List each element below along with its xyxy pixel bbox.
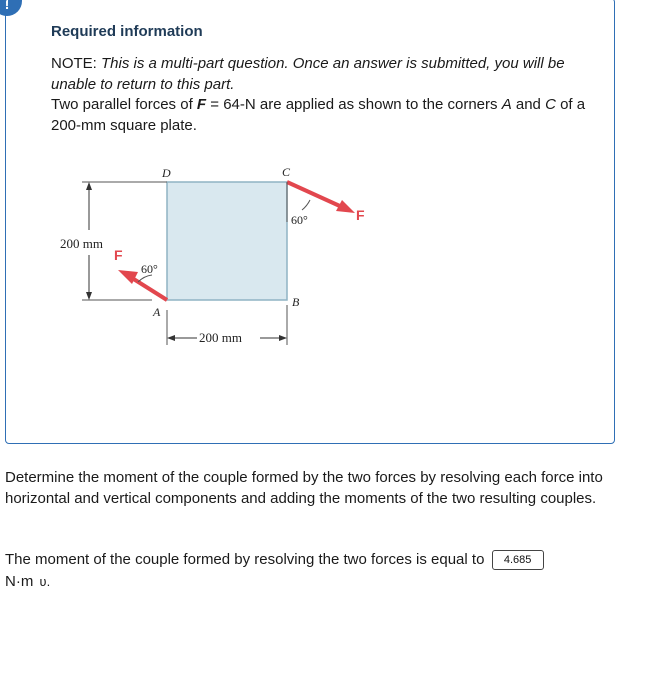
force-c-arrow-head (336, 200, 355, 213)
corner-c-label: C (545, 96, 556, 113)
corner-b-label: B (292, 295, 300, 309)
equals-sign: = (206, 96, 224, 113)
dim-horizontal-arrow-left (167, 335, 175, 341)
note-label: NOTE: (51, 55, 97, 72)
note-paragraph (51, 54, 591, 95)
force-a-label: F (114, 247, 123, 263)
angle-c-arc (302, 200, 310, 210)
dim-vertical-arrow-bottom (86, 292, 92, 300)
problem-end: of a 200-mm square plate. (51, 96, 586, 134)
answer-row (5, 549, 655, 593)
plate-figure (52, 160, 382, 360)
corner-d-label: D (162, 166, 171, 180)
problem-paragraph (51, 95, 591, 136)
corner-a-label: A (501, 96, 512, 113)
note-text: This is a multi-part question. Once an answer is submitted, you will be unable to return to this part. (51, 55, 565, 93)
force-c-label: F (356, 207, 365, 223)
force-symbol: F (196, 96, 207, 113)
plate-diagram (52, 160, 382, 360)
unit-dropdown-icon[interactable]: ʋ. (39, 574, 51, 589)
force-value: 64-N (223, 96, 256, 113)
question-text: Determine the moment of the couple formed by the two forces by resolving each force into horizontal and vertical components and adding the moments of the two resulting couples. (5, 469, 603, 507)
dim-horizontal-label: 200 mm (199, 330, 242, 345)
corner-c-figure-label: C (282, 165, 291, 179)
dim-vertical-label: 200 mm (60, 236, 103, 251)
dim-horizontal-arrow-right (279, 335, 287, 341)
corner-a-figure-label: A (153, 305, 161, 319)
problem-intro: Two parallel forces of (51, 96, 197, 113)
info-badge: ! (0, 0, 22, 16)
problem-middle: are applied as shown to the corners (255, 96, 502, 113)
force-c-arrow-shaft (287, 182, 342, 207)
square-plate (167, 182, 287, 300)
answer-prefix: The moment of the couple formed by resolving the two forces is equal to (5, 551, 485, 568)
force-a-arrow-shaft (132, 278, 167, 300)
moment-answer-input[interactable] (492, 550, 544, 570)
and-word: and (511, 96, 546, 113)
unit-row (5, 571, 655, 593)
card-body (51, 54, 591, 136)
dim-vertical-arrow-top (86, 182, 92, 190)
angle-c-label: 60° (291, 213, 308, 227)
angle-a-label: 60° (141, 262, 158, 276)
card-title: Required information (51, 23, 203, 40)
unit-label: N·m (5, 573, 34, 590)
